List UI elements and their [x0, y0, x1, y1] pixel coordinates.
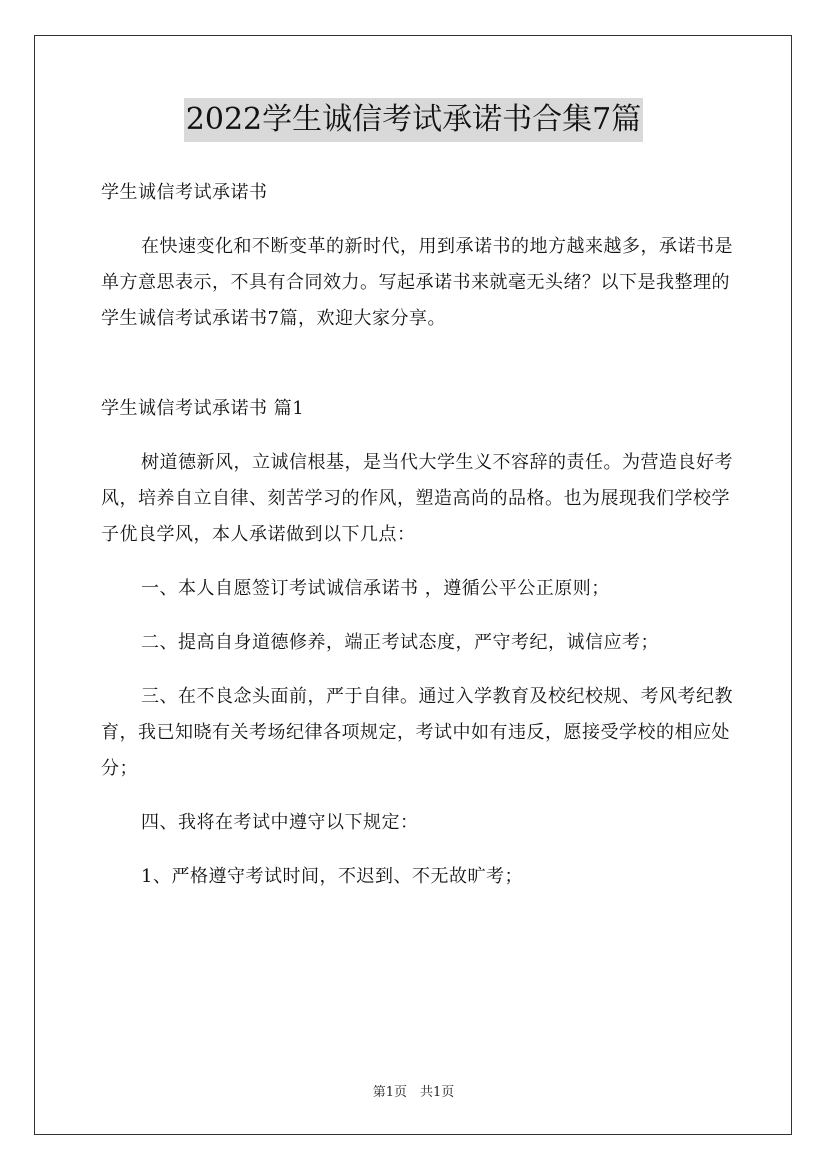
spacer — [101, 841, 741, 859]
page-number: 第1页 共1页 — [372, 1085, 455, 1100]
intro-paragraph: 在快速变化和不断变革的新时代，用到承诺书的地方越来越多，承诺书是单方意思表示，不具有合同效力。写起承诺书来就毫无头绪？以下是我整理的学生诚信考试承诺书7篇，欢迎大家分享。 — [101, 236, 733, 329]
spacer — [101, 211, 741, 229]
title-container — [0, 98, 827, 142]
spacer — [101, 553, 741, 571]
list-item: 三、在不良念头面前，严于自律。通过入学教育及校纪校规、考风考纪教育，我已知晓有关考场纪律各项规定，考试中如有违反，愿接受学校的相应处分； — [101, 686, 733, 779]
document-title: 2022学生诚信考试承诺书合集7篇 — [184, 98, 643, 142]
list-item: 一、本人自愿签订考试诚信承诺书 ，遵循公平公正原则； — [141, 578, 610, 599]
list-item: 二、提高自身道德修养，端正考试态度，严守考纪，诚信应考； — [141, 632, 659, 653]
section1-paragraph: 树道德新风，立诚信根基，是当代大学生义不容辞的责任。为营造良好考风，培养自立自律、刻苦学习的作风，塑造高尚的品格。也为展现我们学校学子优良学风，本人承诺做到以下几点： — [101, 452, 733, 545]
list-item: 四、我将在考试中遵守以下规定： — [141, 812, 419, 833]
list-item: 1、严格遵守考试时间，不迟到、不无故旷考； — [141, 866, 523, 887]
section1-heading: 学生诚信考试承诺书 篇1 — [101, 398, 305, 419]
spacer — [101, 337, 741, 391]
intro-heading: 学生诚信考试承诺书 — [101, 182, 268, 203]
page-footer — [0, 1084, 827, 1102]
document-body — [101, 175, 741, 895]
spacer — [101, 607, 741, 625]
spacer — [101, 427, 741, 445]
spacer — [101, 787, 741, 805]
spacer — [101, 661, 741, 679]
